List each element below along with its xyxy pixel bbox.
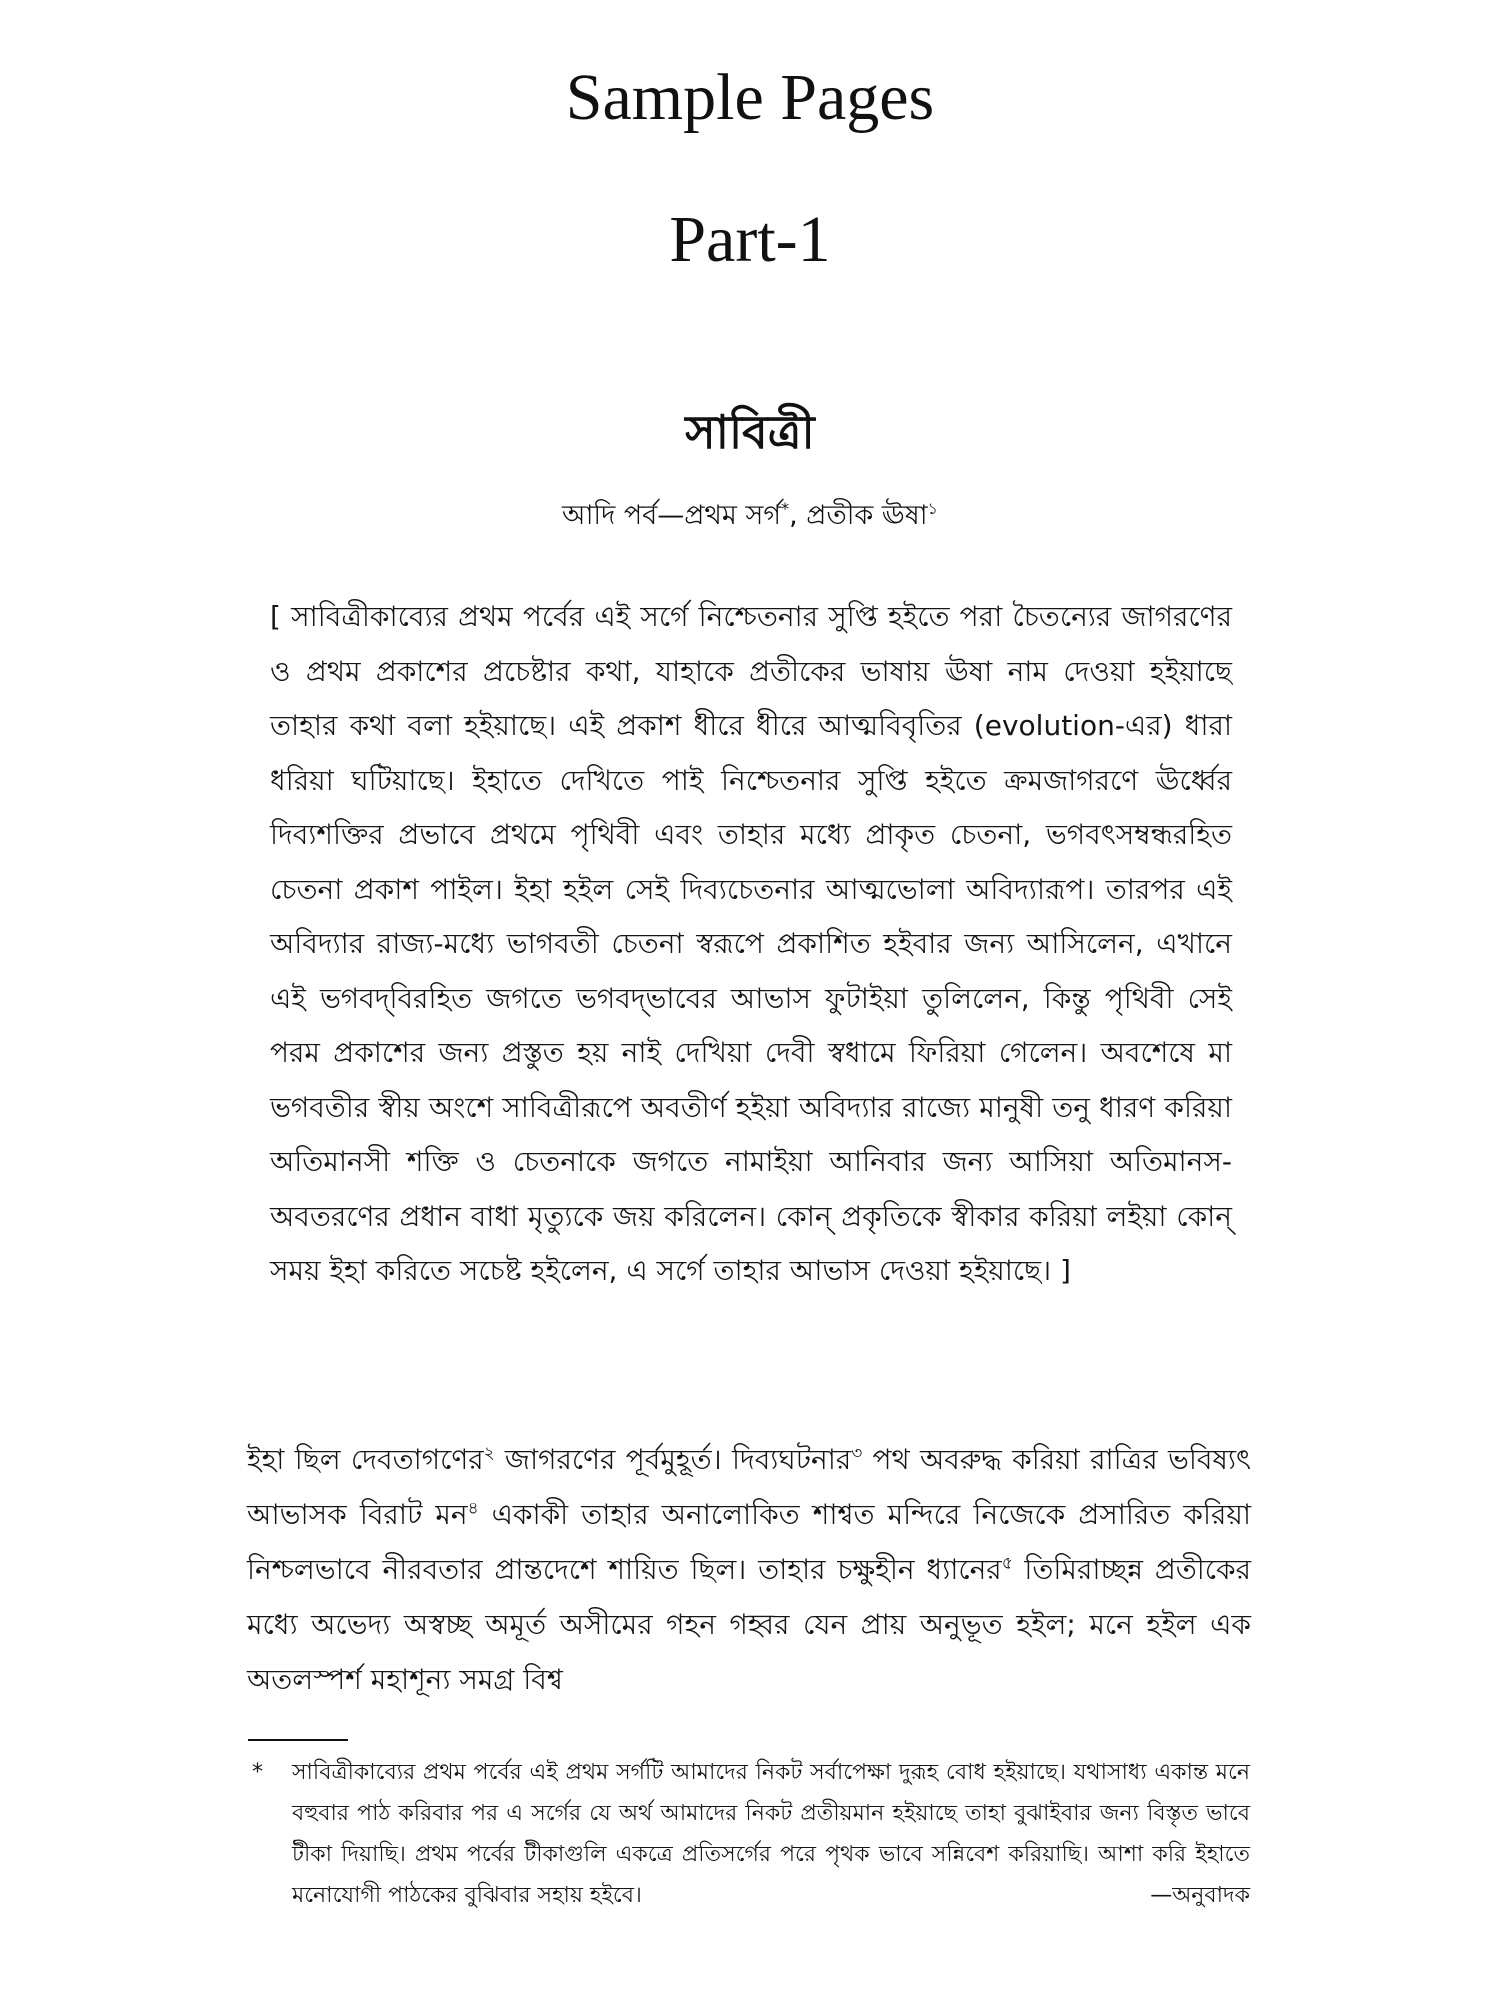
- footnote-marker: *: [252, 1760, 263, 1785]
- sample-pages-title: Sample Pages: [565, 61, 935, 134]
- footnote: [248, 1752, 1250, 1916]
- translator-signature: —অনুবাদক: [1140, 1875, 1250, 1916]
- note-ref-5: ৫: [1001, 1552, 1013, 1573]
- opening-text-5: তিমিরাচ্ছন্ন প্রতীকের মধ্যে অভেদ্য অস্বচ্ছ অমূর্ত অসীমের গহন গহ্বর যেন প্রায় অনুভূত হইল; মনে হইল এক অতলস্পর্শ মহাশূন্য সমগ্র বিশ্ব: [247, 1553, 1251, 1696]
- opening-text-3: পথ অবরুদ্ধ করিয়া রাত্রির ভবিষ্যৎ আভাসক বিরাট মন: [247, 1443, 1251, 1531]
- opening-text-4: একাকী তাহার অনালোকিত শাশ্বত মন্দিরে নিজেকে প্রসারিত করিয়া নিশ্চলভাবে নীরবতার প্রান্তদেশে শায়িত ছিল। তাহার চক্ষুহীন ধ্যানের: [247, 1498, 1251, 1586]
- chapter-summary-paragraph: [ সাবিত্রীকাব্যের প্রথম পর্বের এই সর্গে নিশ্চেতনার সুপ্তি হইতে পরা চৈতন্যের জাগরণের ও প্রথম প্রকাশের প্রচেষ্টার কথা, যাহাকে প্রতীকের ভাষায় ঊষা নাম দেওয়া হইয়াছে তাহার কথা বলা হইয়াছে। এই প্রকাশ ধীরে ধীরে আত্মবিবৃতির (evolution-এর) ধারা ধরিয়া ঘটিয়াছে। ইহাতে দেখিতে পাই নিশ্চেতনার সুপ্তি হইতে ক্রমজাগরণে ঊর্ধ্বের দিব্যশক্তির প্রভাবে প্রথমে পৃথিবী এবং তাহার মধ্যে প্রাকৃত চেতনা, ভগবৎসম্বন্ধরহিত চেতনা প্রকাশ পাইল। ইহা হইল সেই দিব্যচেতনার আত্মভোলা অবিদ্যারূপ। তারপর এই অবিদ্যার রাজ্য-মধ্যে ভাগবতী চেতনা স্বরূপে প্রকাশিত হইবার জন্য আসিলেন, এখানে এই ভগবদ্‌বিরহিত জগতে ভগবদ্‌ভাবের আভাস ফুটাইয়া তুলিলেন, কিন্তু পৃথিবী সেই পরম প্রকাশের জন্য প্রস্তুত হয় নাই দেখিয়া দেবী স্বধামে ফিরিয়া গেলেন। অবশেষে মা ভগবতীর স্বীয় অংশে সাবিত্রীরূপে অবতীর্ণ হইয়া অবিদ্যার রাজ্যে মানুষী তনু ধারণ করিয়া অতিমানসী শক্তি ও চেতনাকে জগতে নামাইয়া আনিবার জন্য আসিয়া অতিমানস-অবতরণের প্রধান বাধা মৃত্যুকে জয় করিলেন। কোন্ প্রকৃতিকে স্বীকার করিয়া লইয়া কোন্ সময় ইহা করিতে সচেষ্ট হইলেন, এ সর্গে তাহার আভাস দেওয়া হইয়াছে। ]: [270, 600, 1232, 1287]
- note-ref-2: ২: [483, 1442, 495, 1463]
- chapter-heading-symbolic-dawn: , প্রতীক ঊষা: [789, 500, 928, 531]
- footnote-mark-asterisk: *: [781, 499, 790, 518]
- footnote-mark-one: ১: [927, 499, 939, 518]
- opening-paragraph: [247, 1432, 1251, 1707]
- part-title: Part-1: [669, 203, 831, 276]
- note-ref-3: ৩: [851, 1442, 863, 1463]
- footnote-divider: [248, 1739, 348, 1741]
- chapter-heading-main: আদি পর্ব—প্রথম সর্গ: [561, 500, 782, 531]
- footnote-text: সাবিত্রীকাব্যের প্রথম পর্বের এই প্রথম সর্গটি আমাদের নিকট সর্বাপেক্ষা দুরূহ বোধ হইয়াছে। যথাসাধ্য একান্ত মনে বহুবার পাঠ করিবার পর এ সর্গের যে অর্থ আমাদের নিকট প্রতীয়মান হইয়াছে তাহা বুঝাইবার জন্য বিস্তৃত ভাবে টীকা দিয়াছি। প্রথম পর্বের টীকাগুলি একত্রে প্রতিসর্গের পরে পৃথক ভাবে সন্নিবেশ করিয়াছি। আশা করি ইহাতে মনোযোগী পাঠকের বুঝিবার সহায় হইবে।: [292, 1760, 1250, 1908]
- chapter-heading: [0, 496, 1500, 536]
- book-title: সাবিত্রী: [685, 405, 815, 459]
- opening-text-2: জাগরণের পূর্বমুহূর্ত। দিব্যঘটনার: [494, 1443, 852, 1476]
- note-ref-4: ৪: [467, 1497, 479, 1518]
- opening-text-1: ইহা ছিল দেবতাগণের: [247, 1443, 484, 1476]
